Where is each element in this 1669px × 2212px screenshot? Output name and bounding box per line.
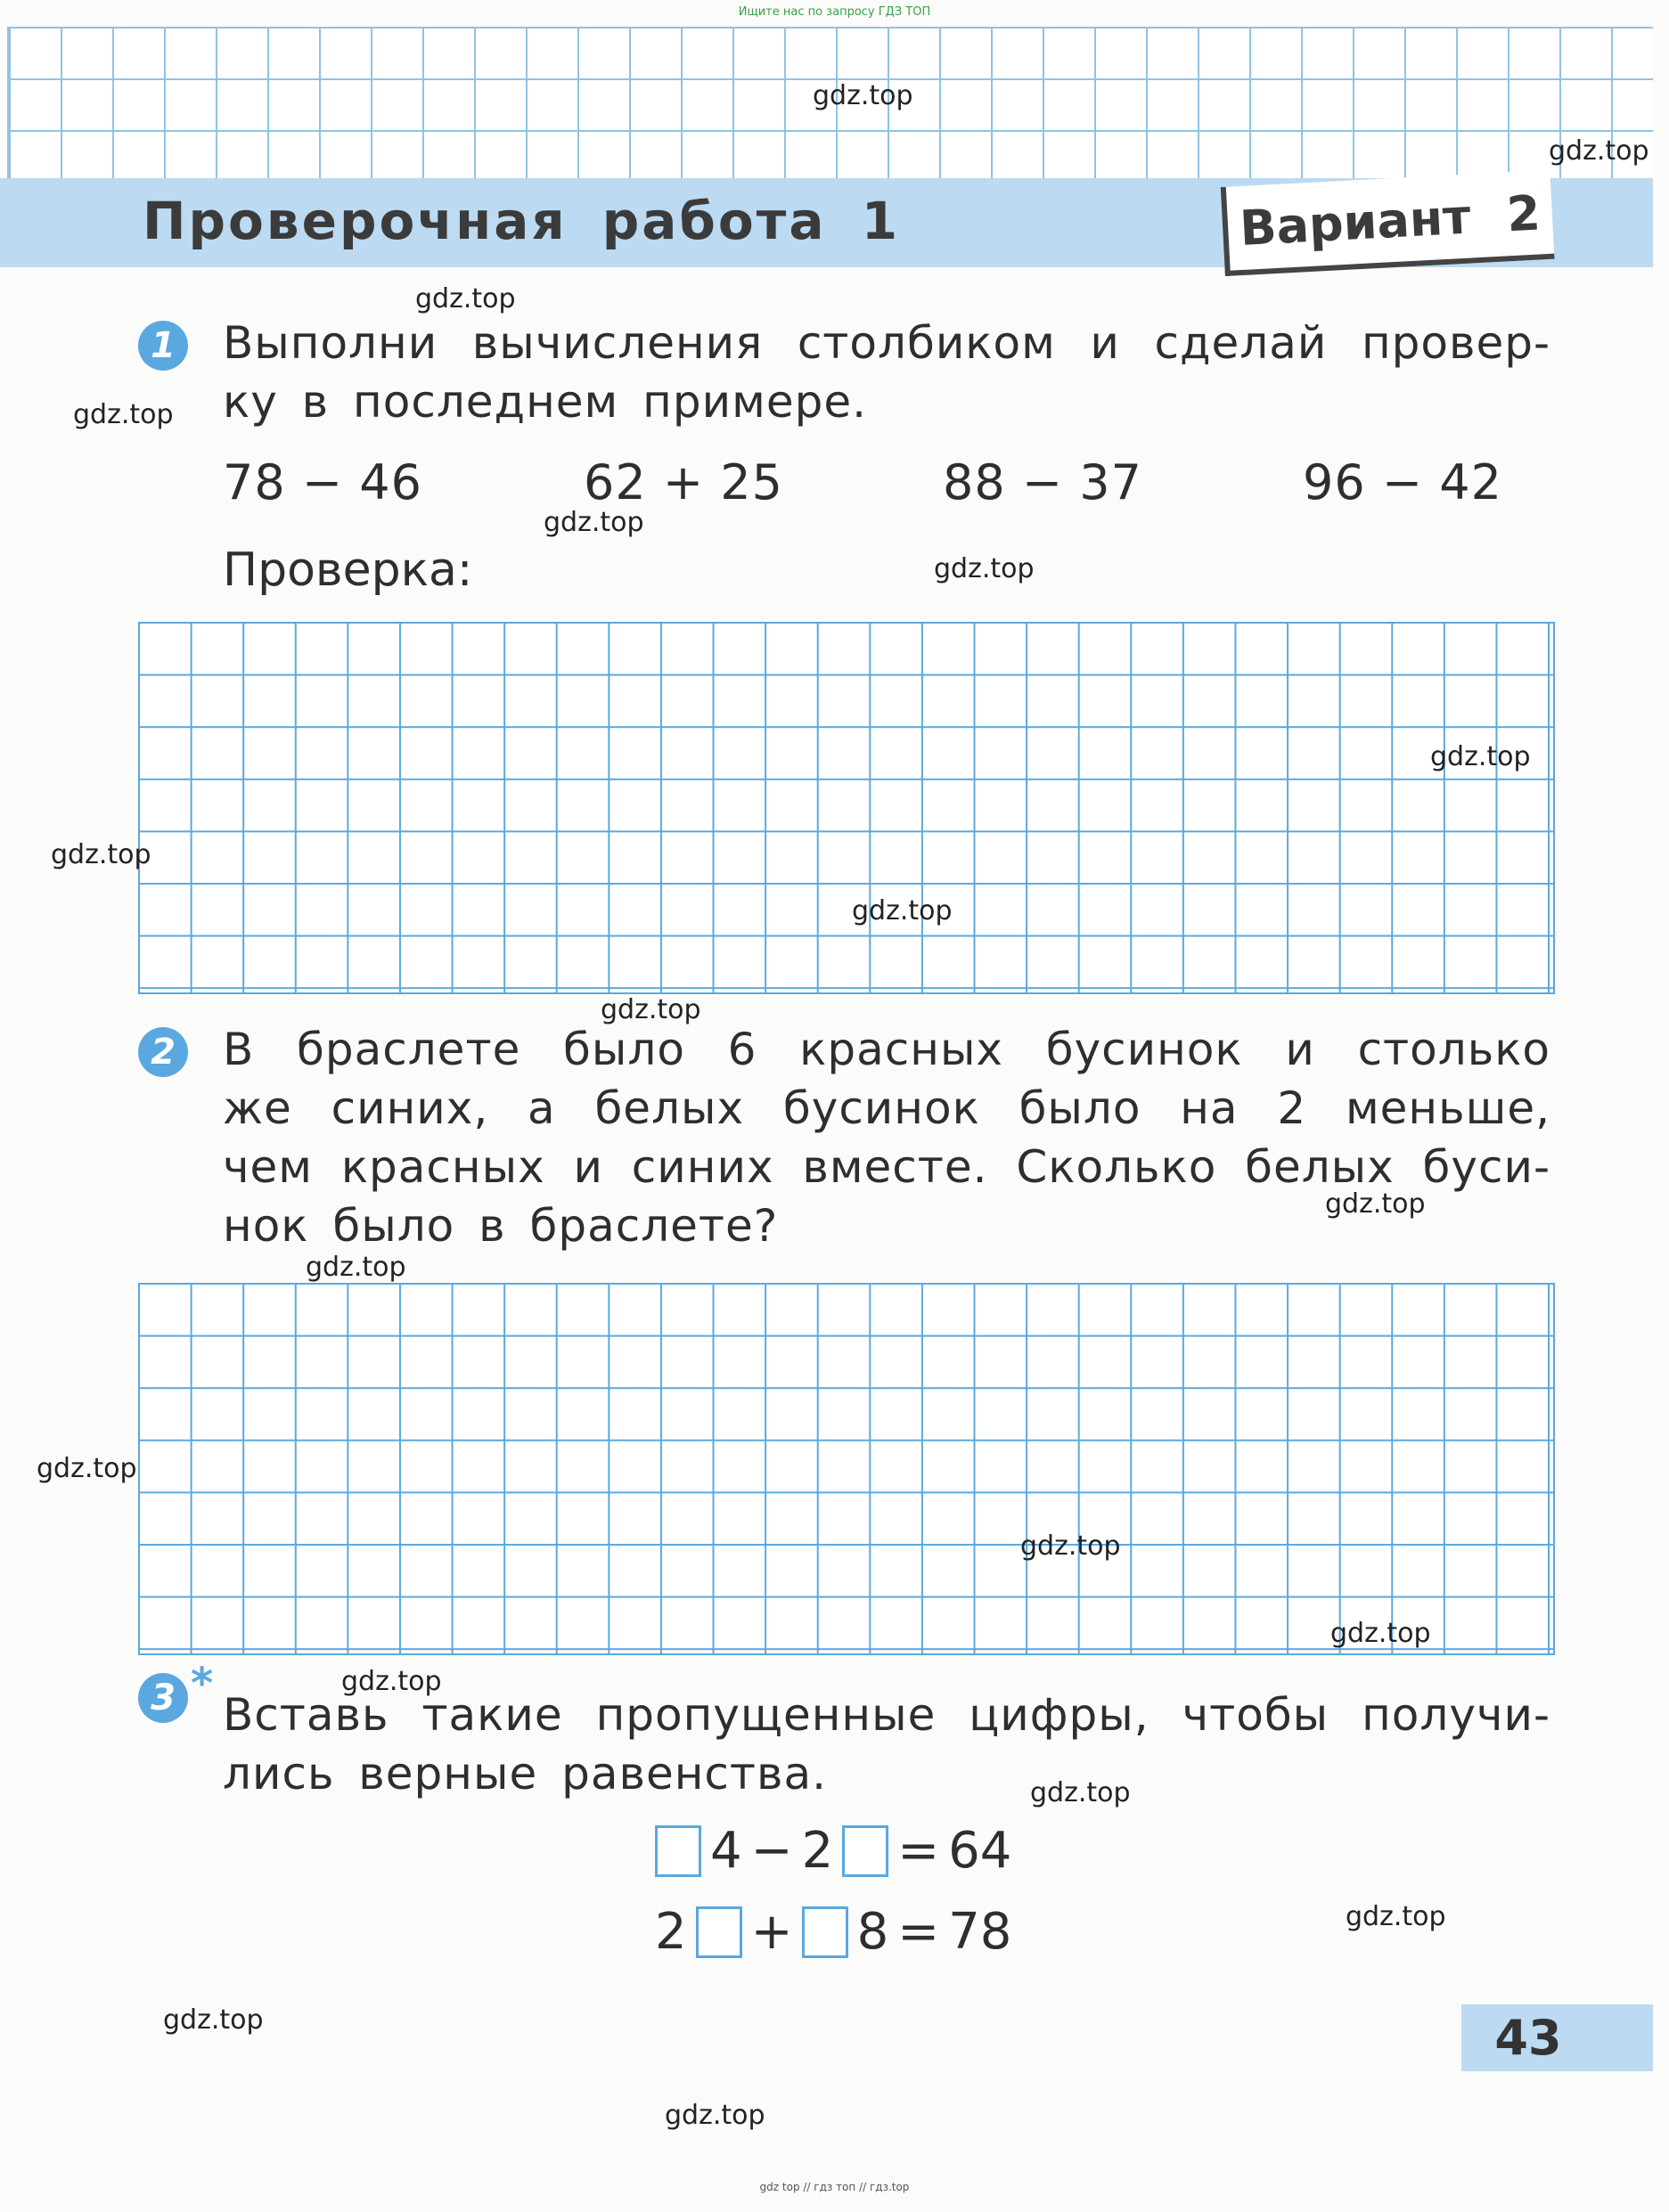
task-1-text bbox=[223, 314, 1550, 431]
equation-digit: 2 bbox=[655, 1903, 687, 1961]
task-3-line-2: лись верные равенства. bbox=[223, 1748, 828, 1800]
equation-result: 78 bbox=[948, 1903, 1012, 1961]
task-2-line-4: нок было в браслете? bbox=[223, 1200, 779, 1252]
task-2-line-1: В браслете было 6 красных бусинок и столько bbox=[223, 1024, 1550, 1075]
task-3-star-icon: * bbox=[191, 1659, 214, 1709]
task-1-expression-2: 62 + 25 bbox=[584, 454, 784, 510]
watermark: gdz.top bbox=[544, 507, 644, 538]
task-2-line-2: же синих, а белых бусинок было на 2 меньше, bbox=[223, 1082, 1550, 1134]
digit-input-box[interactable] bbox=[842, 1825, 888, 1877]
top-note: Ищите нас по запросу ГДЗ ТОП bbox=[738, 5, 931, 19]
task-2-line-3: чем красных и синих вместе. Сколько белых буси- bbox=[223, 1141, 1550, 1193]
page-title: Проверочная работа 1 bbox=[143, 191, 901, 251]
task-3-line-1: Вставь такие пропущенные цифры, чтобы получи- bbox=[223, 1689, 1550, 1741]
watermark: gdz.top bbox=[665, 2100, 765, 2131]
watermark: gdz.top bbox=[341, 1666, 442, 1697]
equation-digit: 2 bbox=[801, 1822, 834, 1880]
task-1-check-label: Проверка: bbox=[223, 543, 473, 597]
equation-equals: = bbox=[897, 1903, 940, 1961]
watermark: gdz.top bbox=[415, 283, 516, 314]
watermark: gdz.top bbox=[1325, 1188, 1426, 1220]
watermark: gdz.top bbox=[852, 895, 953, 926]
watermark: gdz.top bbox=[306, 1252, 406, 1283]
watermark: gdz.top bbox=[1030, 1777, 1131, 1808]
equation-operator: − bbox=[750, 1822, 793, 1880]
equation-operator: + bbox=[750, 1903, 793, 1961]
task-1-line-2: ку в последнем примере. bbox=[223, 376, 867, 428]
digit-input-box[interactable] bbox=[696, 1906, 742, 1958]
watermark: gdz.top bbox=[1020, 1530, 1121, 1562]
task-3-number-badge: 3 bbox=[138, 1673, 188, 1723]
watermark: gdz.top bbox=[37, 1453, 137, 1484]
task-1-expression-1: 78 − 46 bbox=[223, 454, 423, 510]
task-3-equation-2 bbox=[655, 1903, 1011, 1961]
watermark: gdz.top bbox=[1549, 135, 1649, 167]
task-2-number-badge: 2 bbox=[138, 1027, 188, 1077]
watermark: gdz.top bbox=[51, 839, 151, 870]
page-number: 43 bbox=[1494, 2010, 1562, 2066]
watermark: gdz.top bbox=[1330, 1618, 1431, 1649]
watermark: gdz.top bbox=[1430, 741, 1531, 772]
task-3-text bbox=[223, 1686, 1550, 1803]
bottom-note: gdz top // гдз топ // гдз.top bbox=[759, 2181, 910, 2193]
task-1-expression-3: 88 − 37 bbox=[943, 454, 1143, 510]
task-1-answer-grid[interactable] bbox=[138, 622, 1555, 994]
watermark: gdz.top bbox=[163, 2004, 264, 2036]
watermark: gdz.top bbox=[1346, 1901, 1446, 1932]
watermark: gdz.top bbox=[813, 80, 913, 111]
equation-digit: 8 bbox=[856, 1903, 889, 1961]
digit-input-box[interactable] bbox=[802, 1906, 848, 1958]
watermark: gdz.top bbox=[934, 553, 1035, 584]
variant-label: Вариант 2 bbox=[1238, 184, 1542, 257]
task-1-number-badge: 1 bbox=[138, 321, 188, 371]
equation-result: 64 bbox=[948, 1822, 1012, 1880]
watermark: gdz.top bbox=[601, 994, 701, 1025]
task-1-expression-4: 96 − 42 bbox=[1303, 454, 1503, 510]
variant-box bbox=[1221, 170, 1555, 276]
task-3-equation-1 bbox=[655, 1822, 1011, 1880]
equation-digit: 4 bbox=[710, 1822, 742, 1880]
task-2-text bbox=[223, 1020, 1550, 1255]
task-2-answer-grid[interactable] bbox=[138, 1283, 1555, 1655]
digit-input-box[interactable] bbox=[655, 1825, 701, 1877]
task-1-line-1: Выполни вычисления столбиком и сделай провер- bbox=[223, 317, 1550, 369]
watermark: gdz.top bbox=[73, 399, 174, 430]
equation-equals: = bbox=[897, 1822, 940, 1880]
